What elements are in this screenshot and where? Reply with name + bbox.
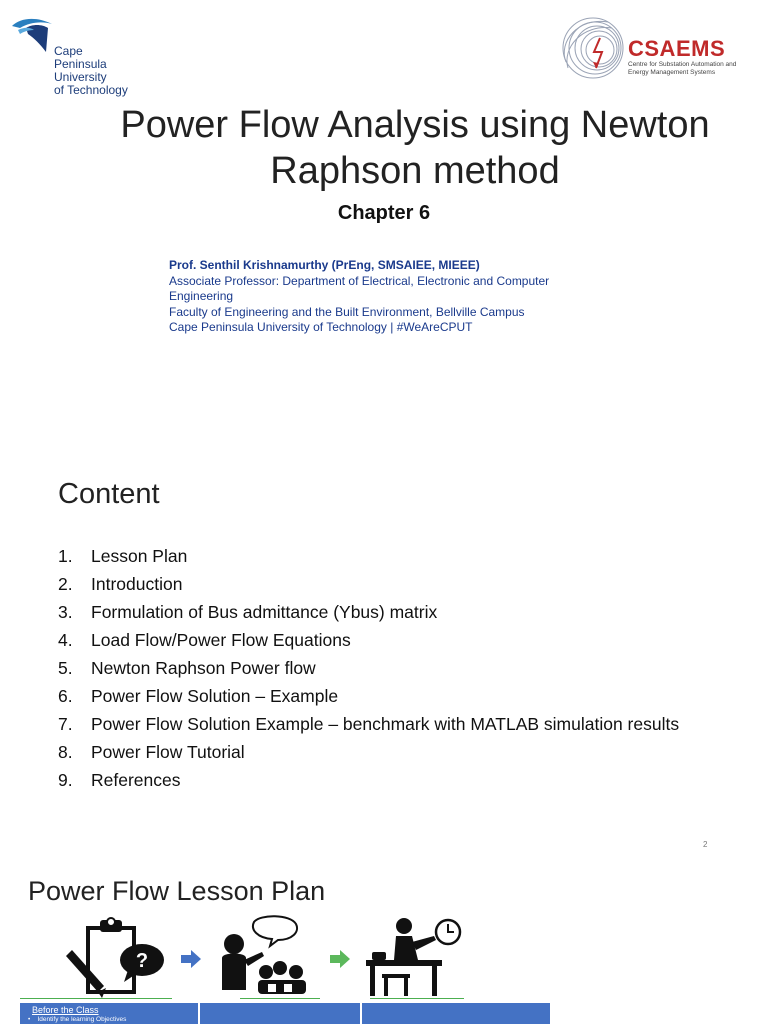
- teacher-audience-icon: [218, 912, 310, 1000]
- slide-title: [0, 102, 768, 194]
- list-item: 4. Load Flow/Power Flow Equations: [58, 630, 351, 650]
- list-item: 6. Power Flow Solution – Example: [58, 686, 339, 706]
- title-line-2: Raphson method: [270, 150, 560, 192]
- list-item: 5. Newton Raphson Power flow: [58, 658, 316, 678]
- table-header-before-class: Before the Class: [32, 1005, 99, 1015]
- author-block: [169, 258, 599, 336]
- list-item: 9. References: [58, 770, 181, 790]
- lesson-plan-slide: [0, 862, 768, 1024]
- author-role: Associate Professor: Department of Electrical, Electronic and Computer Engineering: [169, 273, 550, 303]
- table-cell-during-class: [200, 1003, 362, 1024]
- content-heading: Content: [58, 478, 160, 510]
- csaems-subtitle: Centre for Substation Automation and Energy Management Systems: [628, 61, 737, 76]
- title-line-1: Power Flow Analysis using Newton: [120, 104, 710, 146]
- list-item: 8. Power Flow Tutorial: [58, 742, 245, 762]
- author-university: Cape Peninsula University of Technology | #WeAreCPUT: [169, 320, 473, 334]
- cput-logo-text: Cape Peninsula University of Technology: [54, 44, 128, 97]
- clipboard-question-icon: [66, 916, 166, 1000]
- csaems-swirl-icon: [548, 12, 630, 82]
- page-number: 2: [703, 840, 708, 849]
- list-item: 7. Power Flow Solution Example – benchmark with MATLAB simulation results: [58, 714, 680, 734]
- svg-text:?: ?: [135, 950, 149, 972]
- divider: [20, 998, 172, 999]
- csaems-title: CSAEMS: [628, 36, 726, 61]
- lesson-plan-heading: Power Flow Lesson Plan: [28, 876, 326, 906]
- chapter-label: Chapter 6: [337, 202, 431, 224]
- table-cell-after-class: [362, 1003, 550, 1024]
- author-name: Prof. Senthil Krishnamurthy (PrEng, SMSAIEE, MIEEE): [169, 258, 480, 272]
- csaems-logo: [548, 12, 758, 82]
- list-item: 2. Introduction: [58, 574, 183, 594]
- divider: [240, 998, 320, 999]
- title-slide: [0, 0, 768, 450]
- divider: [370, 998, 464, 999]
- list-item: 3. Formulation of Bus admittance (Ybus) matrix: [58, 602, 438, 622]
- table-cell-before-class: [20, 1003, 200, 1024]
- author-faculty: Faculty of Engineering and the Built Environment, Bellville Campus: [169, 304, 525, 319]
- cput-wave-icon: [8, 12, 58, 57]
- arrow-right-green-icon: [330, 950, 350, 968]
- list-item: 1. Lesson Plan: [58, 546, 188, 566]
- content-slide: [0, 462, 768, 852]
- student-desk-clock-icon: [364, 916, 464, 1000]
- cput-logo: [8, 12, 148, 97]
- arrow-right-icon: [181, 950, 201, 968]
- lesson-plan-table: [20, 1003, 550, 1024]
- table-bullet: • Identify the learning Objectives: [28, 1016, 127, 1023]
- content-list: [58, 546, 698, 798]
